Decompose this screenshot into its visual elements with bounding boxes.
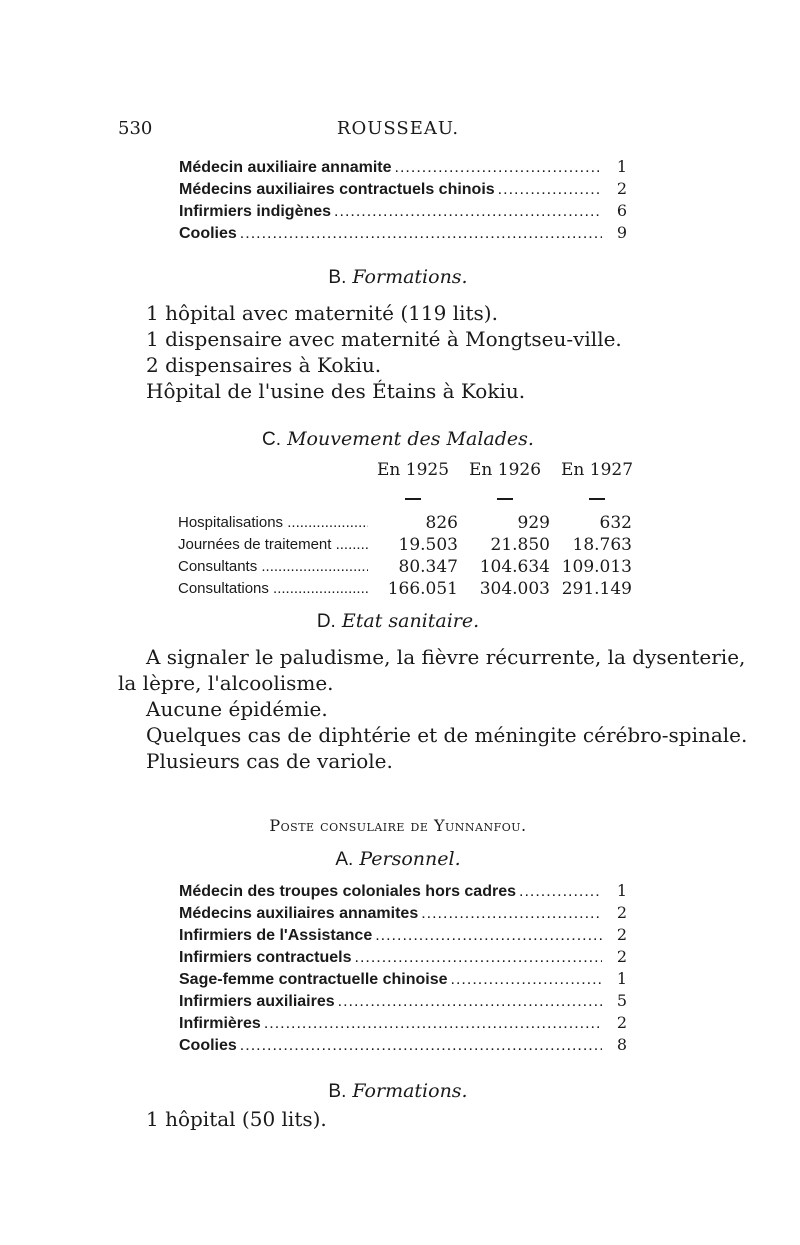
section-heading-mouvement [118,428,678,451]
item-label: Infirmiers auxiliaires [179,993,335,1010]
list-item [179,880,627,902]
table-row [178,578,638,600]
formations-list [146,300,622,404]
item-value: 1 [616,969,627,988]
item-label: Coolies [179,225,237,242]
cell-value: 19.503 [398,535,458,555]
section-heading-formations-2 [118,1080,678,1103]
personnel-bottom-list [179,880,627,1056]
body-line: Hôpital de l'usine des Étains à Kokiu. [146,379,526,403]
section-letter: B. [328,1081,347,1102]
item-value: 6 [616,201,627,220]
table-header [178,460,638,492]
body-line: Plusieurs cas de variole. [146,749,393,773]
body-line: 1 dispensaire avec maternité à Mongtseu-ville. [146,327,622,351]
table-row [178,534,638,556]
body-line: 2 dispensaires à Kokiu. [146,353,382,377]
item-value: 5 [616,991,627,1010]
item-label: Médecins auxiliaires contractuels chinois [179,181,495,198]
section-title: Formations. [352,1080,468,1102]
section-letter: A. [335,849,354,870]
item-label: Infirmiers contractuels [179,949,352,966]
item-value: 2 [616,903,627,922]
body-line: A signaler le paludisme, la fièvre récurrente, la dysenterie, [146,645,746,669]
body-line: 1 hôpital avec maternité (119 lits). [146,301,498,325]
column-header: En 1925 [376,460,450,480]
item-value: 2 [616,925,627,944]
cell-value: 304.003 [479,579,550,599]
item-label: Infirmiers indigènes [179,203,332,220]
section-letter: B. [328,267,347,288]
item-label: Infirmiers de l'Assistance [179,927,373,944]
cell-value: 166.051 [387,579,458,599]
row-label: Journées de traitement ..... [178,534,368,556]
item-label: Infirmières [179,1015,261,1032]
page-number: 530 [118,118,153,139]
row-label: Consultants ..... [178,556,368,578]
item-value: 1 [616,881,627,900]
item-label: Médecin des troupes coloniales hors cadres [179,883,516,900]
item-label: Coolies [179,1037,237,1054]
body-line: Aucune épidémie. [146,697,328,721]
cell-value: 632 [599,513,632,533]
section-letter: C. [262,429,282,450]
column-header: En 1926 [468,460,542,480]
section-heading-formations [118,266,678,289]
item-value: 9 [616,223,627,242]
cell-value: 18.763 [572,535,632,555]
section-heading-etat [118,610,678,633]
cell-value: 80.347 [398,557,458,577]
row-label: Hospitalisations ..... [178,512,368,534]
list-item [179,902,627,924]
table-row [178,556,638,578]
list-item [179,222,627,244]
section-letter: D. [316,611,336,632]
cell-value: 109.013 [561,557,632,577]
item-label: Sage-femme contractuelle chinoise [179,971,448,988]
item-value: 1 [616,157,627,176]
row-label: Consultations ..... [178,578,368,600]
column-header: En 1927 [560,460,634,480]
item-value: 2 [616,947,627,966]
body-line: Quelques cas de diphtérie et de méningite cérébro-spinale. [146,723,748,747]
list-item [179,200,627,222]
list-item [179,946,627,968]
section-title: Formations. [352,266,468,288]
consulate-title-text: Poste consulaire de Yunnanfou. [269,816,527,835]
list-item [179,1034,627,1056]
body-line: 1 hôpital (50 lits). [146,1107,327,1131]
cell-value: 291.149 [561,579,632,599]
personnel-top-list [179,156,627,244]
item-label: Médecins auxiliaires annamites [179,905,419,922]
item-value: 2 [616,1013,627,1032]
formations-2-list [146,1106,327,1132]
item-value: 2 [616,179,627,198]
running-head: ROUSSEAU. [336,118,460,139]
header-dashes [178,492,638,512]
section-title: Mouvement des Malades. [287,428,534,450]
item-label: Médecin auxiliaire annamite [179,159,392,176]
statistics-table [178,460,638,600]
cell-value: 104.634 [479,557,550,577]
list-item [179,156,627,178]
section-title: Personnel. [359,848,461,870]
section-heading-personnel [118,848,678,871]
body-line: la lèpre, l'alcoolisme. [118,671,334,695]
list-item [179,1012,627,1034]
table-row [178,512,638,534]
cell-value: 929 [517,513,550,533]
consulate-title [118,816,678,835]
section-title: Etat sanitaire. [341,610,480,632]
page-header [118,118,678,148]
list-item [179,990,627,1012]
cell-value: 826 [425,513,458,533]
item-value: 8 [616,1035,627,1054]
etat-paragraphs [118,644,747,774]
cell-value: 21.850 [490,535,550,555]
list-item [179,924,627,946]
list-item [179,968,627,990]
list-item [179,178,627,200]
